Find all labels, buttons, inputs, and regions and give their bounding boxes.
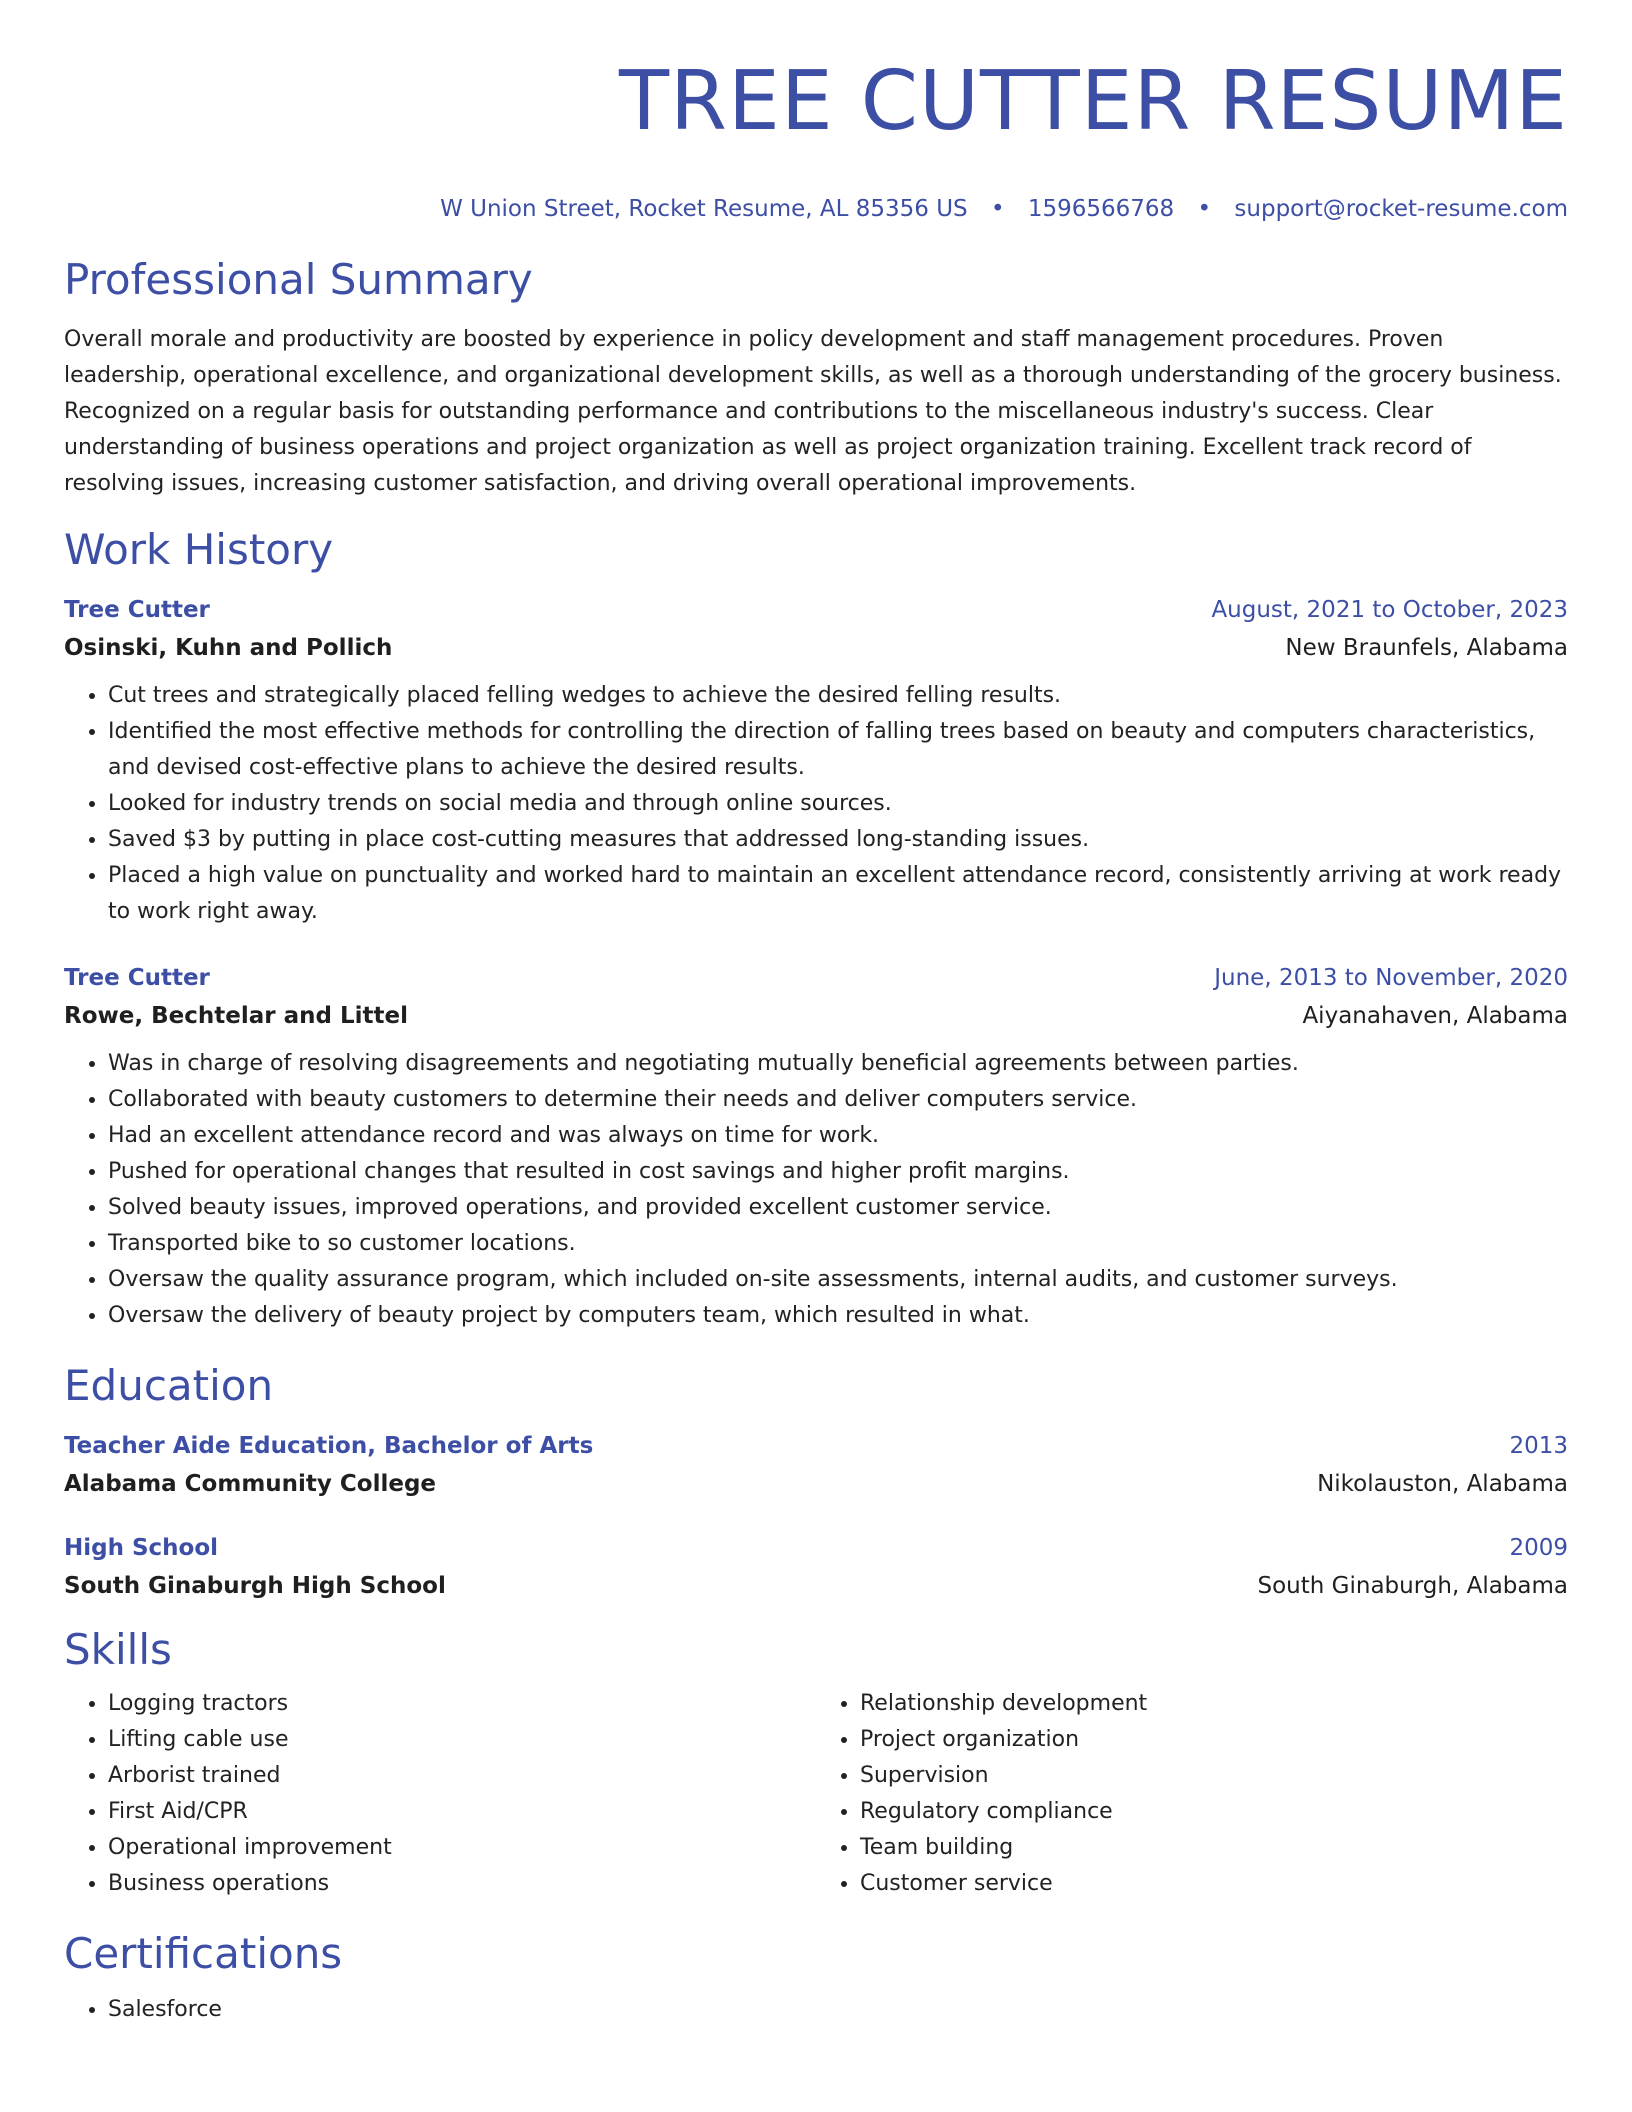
skills-column-2 (816, 1686, 1568, 1902)
job-dates: August, 2021 to October, 2023 (1211, 597, 1568, 623)
job-header-row (64, 962, 1568, 994)
list-item: • Cut trees and strategically placed felling wedges to achieve the desired felling results. (108, 678, 1568, 714)
list-item: • Solved beauty issues, improved operations, and provided excellent customer service. (108, 1190, 1568, 1226)
job-bullets (64, 1046, 1568, 1334)
education-subheader-row (64, 1570, 1568, 1602)
professional-summary-section (64, 254, 1568, 502)
education-year: 2013 (1509, 1433, 1568, 1459)
job-location: New Braunfels, Alabama (1285, 635, 1568, 661)
list-item: • Team building (860, 1830, 1568, 1866)
list-item: • Looked for industry trends on social media and through online sources. (108, 786, 1568, 822)
list-item: • Operational improvement (108, 1830, 816, 1866)
education-header-row (64, 1532, 1568, 1564)
job-role: Tree Cutter (64, 597, 210, 623)
contact-email: support@rocket-resume.com (1234, 196, 1568, 222)
education-header-row (64, 1430, 1568, 1462)
education-subheader-row (64, 1468, 1568, 1500)
education-location: South Ginaburgh, Alabama (1257, 1573, 1568, 1599)
education-year: 2009 (1509, 1535, 1568, 1561)
list-item: • Oversaw the delivery of beauty project by computers team, which resulted in what. (108, 1298, 1568, 1334)
certifications-list (64, 1992, 1568, 2028)
skills-section (64, 1624, 1568, 1902)
section-title-work-history: Work History (64, 525, 334, 574)
list-item: • Salesforce (108, 1992, 1568, 2028)
job-company: Osinski, Kuhn and Pollich (64, 635, 393, 661)
contact-address: W Union Street, Rocket Resume, AL 85356 US (440, 196, 968, 222)
education-location: Nikolauston, Alabama (1317, 1471, 1568, 1497)
contact-line (64, 194, 1568, 224)
work-history-section (64, 524, 1568, 1334)
education-entry (64, 1532, 1568, 1602)
summary-text: Overall morale and productivity are boosted by experience in policy development and staff management procedures. Proven leadership, operational excellence, and organizational development skills, as well as a thorough understanding of the grocery business. Recognized on a regular basis for outstanding performance and contributions to the miscellaneous industry's success. Clear understanding of business operations and project organization as well as project organization training. Excellent track record of resolving issues, increasing customer satisfaction, and driving overall operational improvements. (64, 327, 1562, 496)
list-item: • Collaborated with beauty customers to determine their needs and deliver computers service. (108, 1082, 1568, 1118)
skills-columns (64, 1686, 1568, 1902)
education-section (64, 1360, 1568, 1602)
job-bullets (64, 678, 1568, 930)
list-item: • Lifting cable use (108, 1722, 816, 1758)
list-item: • Arborist trained (108, 1758, 816, 1794)
job-role: Tree Cutter (64, 965, 210, 991)
job-company: Rowe, Bechtelar and Littel (64, 1003, 408, 1029)
contact-separator: • (1197, 196, 1212, 222)
section-title-summary: Professional Summary (64, 255, 533, 304)
job-dates: June, 2013 to November, 2020 (1214, 965, 1568, 991)
list-item: • Was in charge of resolving disagreements and negotiating mutually beneficial agreements between parties. (108, 1046, 1568, 1082)
job-entry (64, 594, 1568, 930)
list-item: • Pushed for operational changes that resulted in cost savings and higher profit margins. (108, 1154, 1568, 1190)
list-item: • Oversaw the quality assurance program, which included on-site assessments, internal audits, and customer surveys. (108, 1262, 1568, 1298)
resume-header (64, 0, 1568, 224)
contact-separator: • (990, 196, 1005, 222)
list-item: • Regulatory compliance (860, 1794, 1568, 1830)
resume-title: TREE CUTTER RESUME (618, 54, 1568, 149)
list-item: • Customer service (860, 1866, 1568, 1902)
job-header-row (64, 594, 1568, 626)
list-item: • Saved $3 by putting in place cost-cutting measures that addressed long-standing issues. (108, 822, 1568, 858)
list-item: • Supervision (860, 1758, 1568, 1794)
education-degree: High School (64, 1535, 219, 1561)
list-item: • Relationship development (860, 1686, 1568, 1722)
list-item: • Logging tractors (108, 1686, 816, 1722)
education-entry (64, 1430, 1568, 1500)
list-item: • Transported bike to so customer locations. (108, 1226, 1568, 1262)
list-item: • Project organization (860, 1722, 1568, 1758)
education-school: South Ginaburgh High School (64, 1573, 446, 1599)
section-title-skills: Skills (64, 1625, 172, 1674)
list-item: • Business operations (108, 1866, 816, 1902)
list-item: • First Aid/CPR (108, 1794, 816, 1830)
job-subheader-row (64, 632, 1568, 664)
skills-column-1 (64, 1686, 816, 1902)
job-location: Aiyanahaven, Alabama (1302, 1003, 1568, 1029)
job-entry (64, 962, 1568, 1334)
job-subheader-row (64, 1000, 1568, 1032)
section-title-certifications: Certifications (64, 1929, 343, 1978)
list-item: • Placed a high value on punctuality and worked hard to maintain an excellent attendance record, consistently arriving at work ready to work right away. (108, 858, 1568, 930)
education-school: Alabama Community College (64, 1471, 437, 1497)
contact-phone: 1596566768 (1027, 196, 1175, 222)
certifications-section (64, 1928, 1568, 2028)
education-degree: Teacher Aide Education, Bachelor of Arts (64, 1433, 594, 1459)
list-item: • Identified the most effective methods for controlling the direction of falling trees based on beauty and computers characteristics, and devised cost-effective plans to achieve the desired results. (108, 714, 1568, 786)
section-title-education: Education (64, 1361, 274, 1410)
list-item: • Had an excellent attendance record and was always on time for work. (108, 1118, 1568, 1154)
